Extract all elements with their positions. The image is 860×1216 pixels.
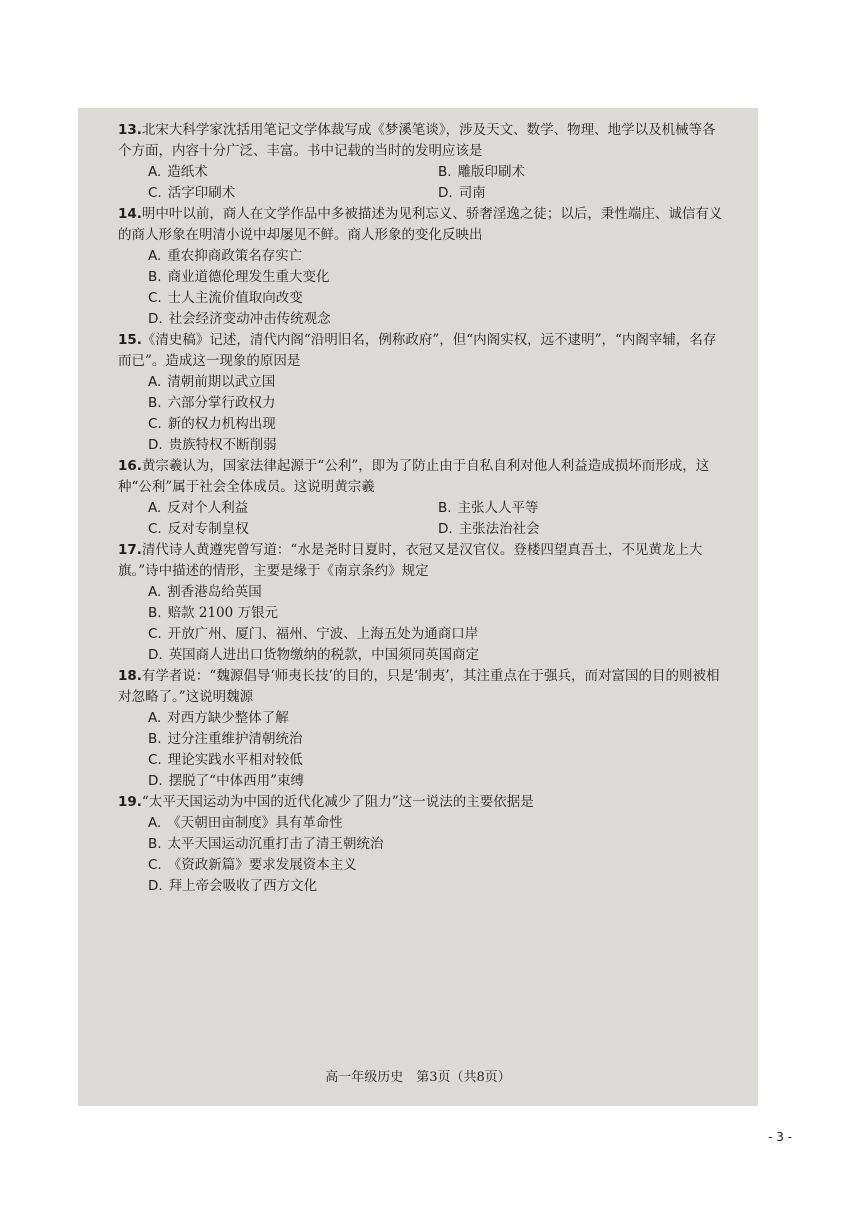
option-letter: A. xyxy=(148,500,162,516)
option-d xyxy=(148,771,728,792)
option-letter: A. xyxy=(148,584,162,600)
question-number: 14. xyxy=(118,206,142,222)
option-text: 《资政新篇》要求发展资本主义 xyxy=(167,857,357,873)
question-stem xyxy=(118,204,728,246)
options xyxy=(118,708,728,792)
option-c xyxy=(148,414,728,435)
option-letter: D. xyxy=(148,647,163,663)
options xyxy=(118,498,728,540)
option-letter: A. xyxy=(148,248,162,264)
question-text: 《清史稿》记述，清代内阁“沿明旧名，例称政府”，但“内阁实权，远不逮明”，“内阁宰辅，名存而已”。造成这一现象的原因是 xyxy=(118,332,717,369)
option-d xyxy=(148,645,728,666)
option-text: 士人主流价值取向改变 xyxy=(167,290,303,306)
option-letter: D. xyxy=(148,773,163,789)
option-text: 贵族特权不断削弱 xyxy=(168,437,277,453)
option-letter: C. xyxy=(148,185,162,201)
question-19 xyxy=(118,792,728,897)
option-d xyxy=(148,309,728,330)
option-a xyxy=(148,582,728,603)
question-number: 18. xyxy=(118,668,142,684)
question-stem xyxy=(118,540,728,582)
question-stem xyxy=(118,120,728,162)
option-text: 商业道德伦理发生重大变化 xyxy=(167,269,330,285)
question-number: 16. xyxy=(118,458,142,474)
page-number: - 3 - xyxy=(768,1130,792,1144)
option-letter: C. xyxy=(148,857,162,873)
option-text: 新的权力机构出现 xyxy=(167,416,276,432)
option-c xyxy=(148,855,728,876)
option-letter: C. xyxy=(148,752,162,768)
option-a xyxy=(148,813,728,834)
option-d xyxy=(438,519,728,540)
option-text: 《天朝田亩制度》具有革命性 xyxy=(167,815,343,831)
option-text: 太平天国运动沉重打击了清王朝统治 xyxy=(167,836,384,852)
option-letter: B. xyxy=(438,500,452,516)
option-text: 反对专制皇权 xyxy=(167,521,249,537)
option-letter: B. xyxy=(148,269,162,285)
option-text: 赔款 2100 万银元 xyxy=(167,605,279,621)
option-text: 拜上帝会吸收了西方文化 xyxy=(168,878,318,894)
option-text: 雕版印刷术 xyxy=(457,164,526,180)
page-footer: 高一年级历史 第3页（共8页） xyxy=(325,1070,511,1085)
option-letter: D. xyxy=(148,437,163,453)
option-text: 开放广州、厦门、福州、宁波、上海五处为通商口岸 xyxy=(167,626,479,642)
option-letter: D. xyxy=(148,878,163,894)
option-letter: B. xyxy=(148,836,162,852)
option-text: 造纸术 xyxy=(167,164,208,180)
options xyxy=(118,372,728,456)
question-15 xyxy=(118,330,728,456)
option-d xyxy=(438,183,728,204)
options xyxy=(118,162,728,204)
option-letter: C. xyxy=(148,521,162,537)
question-text: 北宋大科学家沈括用笔记文学体裁写成《梦溪笔谈》，涉及天文、数学、物理、地学以及机械等各个方面，内容十分广泛、丰富。书中记载的当时的发明应该是 xyxy=(118,122,716,159)
option-a xyxy=(148,498,438,519)
question-18 xyxy=(118,666,728,792)
option-letter: C. xyxy=(148,626,162,642)
question-text: 明中叶以前，商人在文学作品中多被描述为见利忘义、骄奢淫逸之徒；以后，秉性端庄、诚信有义的商人形象在明清小说中却屡见不鲜。商人形象的变化反映出 xyxy=(118,206,723,243)
option-c xyxy=(148,183,438,204)
option-text: 主张法治社会 xyxy=(458,521,540,537)
question-number: 19. xyxy=(118,794,142,810)
option-b xyxy=(148,834,728,855)
option-b xyxy=(148,729,728,750)
option-text: 割香港岛给英国 xyxy=(167,584,262,600)
question-13 xyxy=(118,120,728,204)
question-stem xyxy=(118,792,728,813)
option-a xyxy=(148,372,728,393)
question-stem xyxy=(118,330,728,372)
option-letter: B. xyxy=(438,164,452,180)
option-b xyxy=(148,393,728,414)
question-text: 黄宗羲认为，国家法律起源于“公利”，即为了防止由于自私自利对他人利益造成损坏而形成，这种“公利”属于社会全体成员。这说明黄宗羲 xyxy=(118,458,710,495)
option-text: 主张人人平等 xyxy=(457,500,539,516)
question-17 xyxy=(118,540,728,666)
option-text: 司南 xyxy=(458,185,486,201)
option-c xyxy=(148,624,728,645)
option-a xyxy=(148,246,728,267)
option-text: 活字印刷术 xyxy=(167,185,236,201)
option-letter: D. xyxy=(438,521,453,537)
option-text: 重农抑商政策名存实亡 xyxy=(167,248,303,264)
option-b xyxy=(148,267,728,288)
question-number: 15. xyxy=(118,332,142,348)
option-b xyxy=(148,603,728,624)
option-text: 过分注重维护清朝统治 xyxy=(167,731,303,747)
option-c xyxy=(148,288,728,309)
option-letter: C. xyxy=(148,290,162,306)
option-letter: B. xyxy=(148,731,162,747)
options xyxy=(118,246,728,330)
question-stem xyxy=(118,666,728,708)
option-letter: D. xyxy=(438,185,453,201)
option-c xyxy=(148,750,728,771)
option-a xyxy=(148,162,438,183)
option-letter: C. xyxy=(148,416,162,432)
option-b xyxy=(438,162,728,183)
option-letter: A. xyxy=(148,374,162,390)
options xyxy=(118,813,728,897)
option-text: 对西方缺少整体了解 xyxy=(167,710,289,726)
option-text: 清朝前期以武立国 xyxy=(167,374,276,390)
question-text: “太平天国运动为中国的近代化减少了阻力”这一说法的主要依据是 xyxy=(141,794,534,810)
option-b xyxy=(438,498,728,519)
question-16 xyxy=(118,456,728,540)
option-text: 社会经济变动冲击传统观念 xyxy=(168,311,331,327)
question-number: 13. xyxy=(118,122,142,138)
option-text: 摆脱了“中体西用”束缚 xyxy=(168,773,304,789)
question-14 xyxy=(118,204,728,330)
option-text: 理论实践水平相对较低 xyxy=(167,752,303,768)
option-text: 反对个人利益 xyxy=(167,500,249,516)
option-text: 六部分掌行政权力 xyxy=(167,395,276,411)
option-letter: A. xyxy=(148,815,162,831)
option-letter: D. xyxy=(148,311,163,327)
option-letter: B. xyxy=(148,605,162,621)
option-c xyxy=(148,519,438,540)
option-letter: B. xyxy=(148,395,162,411)
question-number: 17. xyxy=(118,542,142,558)
option-d xyxy=(148,435,728,456)
question-text: 有学者说：“魏源倡导‘师夷长技’的目的，只是‘制夷’，其注重点在于强兵，而对富国的目的则被相对忽略了。”这说明魏源 xyxy=(118,668,720,705)
option-d xyxy=(148,876,728,897)
question-list xyxy=(118,114,728,897)
question-text: 清代诗人黄遵宪曾写道：“水是尧时日夏时，衣冠又是汉官仪。登楼四望真吾土，不见黄龙上大旗。”诗中描述的情形，主要是缘于《南京条约》规定 xyxy=(118,542,703,579)
option-letter: A. xyxy=(148,710,162,726)
option-a xyxy=(148,708,728,729)
option-text: 英国商人进出口货物缴纳的税款，中国须同英国商定 xyxy=(168,647,480,663)
question-stem xyxy=(118,456,728,498)
option-letter: A. xyxy=(148,164,162,180)
options xyxy=(118,582,728,666)
